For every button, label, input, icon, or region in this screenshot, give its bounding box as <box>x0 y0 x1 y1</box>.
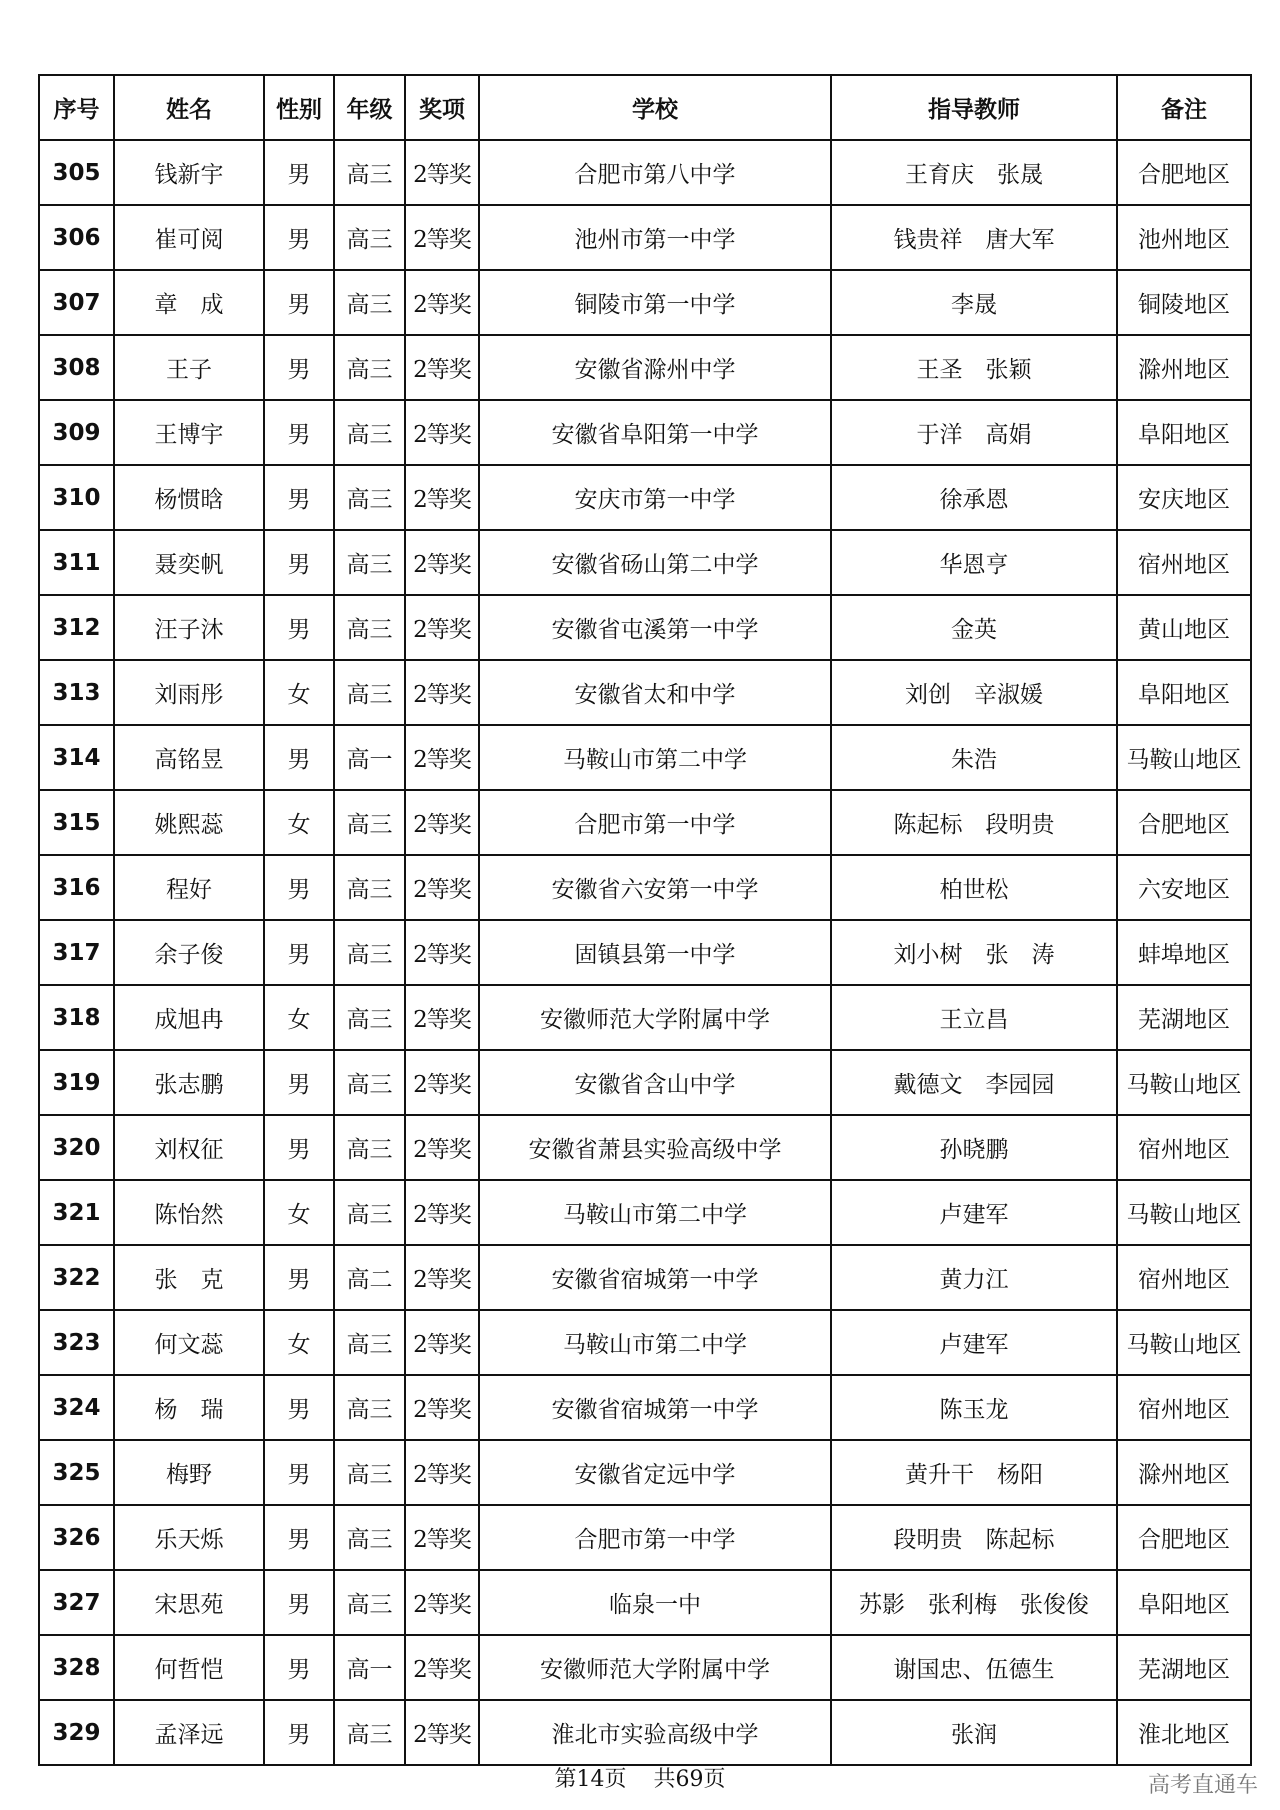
cell-region: 蚌埠地区 <box>1117 920 1251 985</box>
cell-teacher: 王圣 张颖 <box>831 335 1117 400</box>
cell-award: 2等奖 <box>405 985 479 1050</box>
table-row <box>39 985 1251 1050</box>
table-row <box>39 1375 1251 1440</box>
cell-gender: 男 <box>264 595 334 660</box>
cell-seq: 322 <box>39 1245 114 1310</box>
cell-school: 安徽师范大学附属中学 <box>479 1635 831 1700</box>
table-row <box>39 205 1251 270</box>
cell-region: 宿州地区 <box>1117 1115 1251 1180</box>
cell-region: 马鞍山地区 <box>1117 725 1251 790</box>
cell-award: 2等奖 <box>405 1050 479 1115</box>
cell-grade: 高三 <box>334 1570 405 1635</box>
cell-name: 杨 瑞 <box>114 1375 264 1440</box>
cell-grade: 高三 <box>334 1375 405 1440</box>
cell-seq: 320 <box>39 1115 114 1180</box>
cell-teacher: 卢建军 <box>831 1180 1117 1245</box>
cell-region: 池州地区 <box>1117 205 1251 270</box>
cell-region: 芜湖地区 <box>1117 1635 1251 1700</box>
award-table <box>38 74 1252 1766</box>
cell-teacher: 金英 <box>831 595 1117 660</box>
cell-teacher: 徐承恩 <box>831 465 1117 530</box>
cell-grade: 高三 <box>334 1700 405 1765</box>
table-row <box>39 1310 1251 1375</box>
table-row <box>39 1570 1251 1635</box>
cell-award: 2等奖 <box>405 1310 479 1375</box>
cell-name: 姚熙蕊 <box>114 790 264 855</box>
cell-teacher: 卢建军 <box>831 1310 1117 1375</box>
cell-gender: 女 <box>264 660 334 725</box>
cell-gender: 男 <box>264 400 334 465</box>
cell-region: 阜阳地区 <box>1117 1570 1251 1635</box>
cell-gender: 男 <box>264 335 334 400</box>
cell-grade: 高三 <box>334 270 405 335</box>
table-row <box>39 1635 1251 1700</box>
cell-seq: 319 <box>39 1050 114 1115</box>
cell-grade: 高三 <box>334 1505 405 1570</box>
cell-seq: 327 <box>39 1570 114 1635</box>
cell-name: 成旭冉 <box>114 985 264 1050</box>
cell-award: 2等奖 <box>405 1635 479 1700</box>
cell-seq: 313 <box>39 660 114 725</box>
cell-gender: 男 <box>264 270 334 335</box>
table-row <box>39 855 1251 920</box>
cell-grade: 高三 <box>334 140 405 205</box>
cell-seq: 312 <box>39 595 114 660</box>
cell-school: 合肥市第一中学 <box>479 1505 831 1570</box>
cell-region: 芜湖地区 <box>1117 985 1251 1050</box>
column-header-grade: 年级 <box>334 75 405 140</box>
cell-name: 何文蕊 <box>114 1310 264 1375</box>
cell-gender: 男 <box>264 1505 334 1570</box>
cell-gender: 男 <box>264 1245 334 1310</box>
cell-grade: 高三 <box>334 1115 405 1180</box>
cell-region: 铜陵地区 <box>1117 270 1251 335</box>
cell-gender: 男 <box>264 920 334 985</box>
table-row <box>39 1245 1251 1310</box>
cell-seq: 323 <box>39 1310 114 1375</box>
cell-region: 马鞍山地区 <box>1117 1310 1251 1375</box>
cell-region: 宿州地区 <box>1117 530 1251 595</box>
table-row <box>39 1180 1251 1245</box>
cell-grade: 高三 <box>334 1440 405 1505</box>
cell-teacher: 朱浩 <box>831 725 1117 790</box>
cell-seq: 315 <box>39 790 114 855</box>
cell-teacher: 谢国忠、伍德生 <box>831 1635 1117 1700</box>
cell-teacher: 孙晓鹏 <box>831 1115 1117 1180</box>
cell-grade: 高三 <box>334 1180 405 1245</box>
cell-award: 2等奖 <box>405 1570 479 1635</box>
cell-teacher: 陈玉龙 <box>831 1375 1117 1440</box>
cell-name: 宋思苑 <box>114 1570 264 1635</box>
cell-grade: 高三 <box>334 985 405 1050</box>
cell-award: 2等奖 <box>405 660 479 725</box>
cell-school: 安徽省六安第一中学 <box>479 855 831 920</box>
cell-school: 马鞍山市第二中学 <box>479 1180 831 1245</box>
cell-name: 张志鹏 <box>114 1050 264 1115</box>
cell-name: 高铭昱 <box>114 725 264 790</box>
cell-school: 安徽省宿城第一中学 <box>479 1245 831 1310</box>
cell-school: 淮北市实验高级中学 <box>479 1700 831 1765</box>
cell-gender: 男 <box>264 855 334 920</box>
cell-school: 马鞍山市第二中学 <box>479 725 831 790</box>
cell-region: 六安地区 <box>1117 855 1251 920</box>
cell-teacher: 刘小树 张 涛 <box>831 920 1117 985</box>
cell-seq: 306 <box>39 205 114 270</box>
cell-award: 2等奖 <box>405 1115 479 1180</box>
cell-gender: 男 <box>264 1115 334 1180</box>
cell-grade: 高三 <box>334 465 405 530</box>
cell-teacher: 段明贵 陈起标 <box>831 1505 1117 1570</box>
cell-name: 汪子沐 <box>114 595 264 660</box>
cell-grade: 高三 <box>334 660 405 725</box>
cell-school: 安徽省含山中学 <box>479 1050 831 1115</box>
cell-grade: 高三 <box>334 920 405 985</box>
cell-seq: 324 <box>39 1375 114 1440</box>
cell-teacher: 于洋 高娟 <box>831 400 1117 465</box>
table-row <box>39 1115 1251 1180</box>
cell-name: 程好 <box>114 855 264 920</box>
table-body <box>39 140 1251 1765</box>
cell-name: 何哲恺 <box>114 1635 264 1700</box>
column-header-region: 备注 <box>1117 75 1251 140</box>
cell-name: 王博宇 <box>114 400 264 465</box>
cell-teacher: 苏影 张利梅 张俊俊 <box>831 1570 1117 1635</box>
table-row <box>39 660 1251 725</box>
cell-gender: 男 <box>264 530 334 595</box>
cell-award: 2等奖 <box>405 1505 479 1570</box>
cell-award: 2等奖 <box>405 920 479 985</box>
cell-grade: 高三 <box>334 1310 405 1375</box>
cell-gender: 男 <box>264 140 334 205</box>
cell-region: 阜阳地区 <box>1117 400 1251 465</box>
cell-award: 2等奖 <box>405 1440 479 1505</box>
table-row <box>39 400 1251 465</box>
cell-gender: 男 <box>264 465 334 530</box>
cell-name: 张 克 <box>114 1245 264 1310</box>
cell-grade: 高三 <box>334 855 405 920</box>
cell-award: 2等奖 <box>405 335 479 400</box>
cell-award: 2等奖 <box>405 1700 479 1765</box>
cell-school: 临泉一中 <box>479 1570 831 1635</box>
cell-gender: 女 <box>264 790 334 855</box>
cell-school: 安徽省宿城第一中学 <box>479 1375 831 1440</box>
cell-seq: 325 <box>39 1440 114 1505</box>
cell-award: 2等奖 <box>405 465 479 530</box>
cell-seq: 321 <box>39 1180 114 1245</box>
cell-region: 淮北地区 <box>1117 1700 1251 1765</box>
page-total: 共69页 <box>653 1767 726 1792</box>
cell-school: 马鞍山市第二中学 <box>479 1310 831 1375</box>
cell-region: 合肥地区 <box>1117 790 1251 855</box>
cell-seq: 317 <box>39 920 114 985</box>
cell-grade: 高一 <box>334 1635 405 1700</box>
cell-teacher: 戴德文 李园园 <box>831 1050 1117 1115</box>
cell-region: 马鞍山地区 <box>1117 1050 1251 1115</box>
cell-seq: 318 <box>39 985 114 1050</box>
cell-name: 孟泽远 <box>114 1700 264 1765</box>
column-header-name: 姓名 <box>114 75 264 140</box>
cell-name: 崔可阅 <box>114 205 264 270</box>
cell-seq: 328 <box>39 1635 114 1700</box>
cell-name: 乐天烁 <box>114 1505 264 1570</box>
cell-name: 陈怡然 <box>114 1180 264 1245</box>
cell-seq: 329 <box>39 1700 114 1765</box>
cell-region: 马鞍山地区 <box>1117 1180 1251 1245</box>
cell-name: 章 成 <box>114 270 264 335</box>
cell-school: 安徽师范大学附属中学 <box>479 985 831 1050</box>
table-row <box>39 790 1251 855</box>
cell-gender: 女 <box>264 1310 334 1375</box>
cell-grade: 高三 <box>334 1050 405 1115</box>
cell-grade: 高三 <box>334 595 405 660</box>
cell-name: 杨惯晗 <box>114 465 264 530</box>
table-row <box>39 1440 1251 1505</box>
cell-seq: 308 <box>39 335 114 400</box>
cell-award: 2等奖 <box>405 725 479 790</box>
table-row <box>39 595 1251 660</box>
cell-teacher: 王育庆 张晟 <box>831 140 1117 205</box>
cell-grade: 高三 <box>334 205 405 270</box>
column-header-award: 奖项 <box>405 75 479 140</box>
cell-region: 黄山地区 <box>1117 595 1251 660</box>
cell-award: 2等奖 <box>405 400 479 465</box>
cell-grade: 高二 <box>334 1245 405 1310</box>
cell-seq: 311 <box>39 530 114 595</box>
cell-teacher: 华恩亨 <box>831 530 1117 595</box>
column-header-teacher: 指导教师 <box>831 75 1117 140</box>
cell-teacher: 陈起标 段明贵 <box>831 790 1117 855</box>
table-row <box>39 270 1251 335</box>
cell-seq: 316 <box>39 855 114 920</box>
cell-grade: 高三 <box>334 530 405 595</box>
cell-award: 2等奖 <box>405 270 479 335</box>
page-number: 第14页 <box>554 1767 627 1792</box>
cell-gender: 男 <box>264 205 334 270</box>
cell-teacher: 刘创 辛淑媛 <box>831 660 1117 725</box>
cell-gender: 男 <box>264 1570 334 1635</box>
cell-region: 宿州地区 <box>1117 1245 1251 1310</box>
cell-grade: 高三 <box>334 790 405 855</box>
table-row <box>39 920 1251 985</box>
cell-name: 刘雨彤 <box>114 660 264 725</box>
cell-seq: 314 <box>39 725 114 790</box>
cell-seq: 309 <box>39 400 114 465</box>
cell-grade: 高三 <box>334 400 405 465</box>
cell-school: 固镇县第一中学 <box>479 920 831 985</box>
cell-school: 安徽省阜阳第一中学 <box>479 400 831 465</box>
cell-school: 合肥市第八中学 <box>479 140 831 205</box>
cell-name: 钱新宇 <box>114 140 264 205</box>
cell-gender: 女 <box>264 1180 334 1245</box>
cell-region: 滁州地区 <box>1117 1440 1251 1505</box>
cell-school: 合肥市第一中学 <box>479 790 831 855</box>
cell-award: 2等奖 <box>405 790 479 855</box>
cell-name: 梅野 <box>114 1440 264 1505</box>
page-footer <box>0 1762 1280 1793</box>
cell-award: 2等奖 <box>405 530 479 595</box>
cell-teacher: 黄升干 杨阳 <box>831 1440 1117 1505</box>
cell-school: 池州市第一中学 <box>479 205 831 270</box>
cell-region: 滁州地区 <box>1117 335 1251 400</box>
cell-gender: 男 <box>264 1440 334 1505</box>
table-row <box>39 335 1251 400</box>
cell-region: 合肥地区 <box>1117 140 1251 205</box>
cell-gender: 男 <box>264 1700 334 1765</box>
cell-seq: 305 <box>39 140 114 205</box>
cell-school: 铜陵市第一中学 <box>479 270 831 335</box>
cell-gender: 女 <box>264 985 334 1050</box>
cell-teacher: 柏世松 <box>831 855 1117 920</box>
cell-gender: 男 <box>264 1050 334 1115</box>
table-row <box>39 530 1251 595</box>
column-header-seq: 序号 <box>39 75 114 140</box>
cell-region: 阜阳地区 <box>1117 660 1251 725</box>
cell-award: 2等奖 <box>405 1180 479 1245</box>
watermark-text: 高考直通车 <box>1147 1773 1258 1798</box>
cell-name: 王子 <box>114 335 264 400</box>
cell-gender: 男 <box>264 725 334 790</box>
cell-teacher: 张润 <box>831 1700 1117 1765</box>
table-row <box>39 1700 1251 1765</box>
column-header-school: 学校 <box>479 75 831 140</box>
cell-award: 2等奖 <box>405 205 479 270</box>
cell-teacher: 李晟 <box>831 270 1117 335</box>
column-header-gender: 性别 <box>264 75 334 140</box>
table-row <box>39 1050 1251 1115</box>
cell-school: 安庆市第一中学 <box>479 465 831 530</box>
cell-teacher: 王立昌 <box>831 985 1117 1050</box>
cell-region: 合肥地区 <box>1117 1505 1251 1570</box>
cell-name: 余子俊 <box>114 920 264 985</box>
header-row <box>39 75 1251 140</box>
cell-region: 宿州地区 <box>1117 1375 1251 1440</box>
cell-name: 刘权征 <box>114 1115 264 1180</box>
cell-grade: 高三 <box>334 335 405 400</box>
table-row <box>39 140 1251 205</box>
cell-award: 2等奖 <box>405 1245 479 1310</box>
cell-gender: 男 <box>264 1635 334 1700</box>
cell-teacher: 钱贵祥 唐大军 <box>831 205 1117 270</box>
cell-school: 安徽省砀山第二中学 <box>479 530 831 595</box>
table-row <box>39 1505 1251 1570</box>
cell-gender: 男 <box>264 1375 334 1440</box>
cell-seq: 326 <box>39 1505 114 1570</box>
table-row <box>39 725 1251 790</box>
cell-award: 2等奖 <box>405 140 479 205</box>
cell-grade: 高一 <box>334 725 405 790</box>
cell-name: 聂奕帆 <box>114 530 264 595</box>
cell-teacher: 黄力江 <box>831 1245 1117 1310</box>
cell-school: 安徽省萧县实验高级中学 <box>479 1115 831 1180</box>
cell-region: 安庆地区 <box>1117 465 1251 530</box>
cell-school: 安徽省屯溪第一中学 <box>479 595 831 660</box>
cell-seq: 310 <box>39 465 114 530</box>
cell-school: 安徽省定远中学 <box>479 1440 831 1505</box>
cell-award: 2等奖 <box>405 595 479 660</box>
cell-seq: 307 <box>39 270 114 335</box>
cell-award: 2等奖 <box>405 855 479 920</box>
table-row <box>39 465 1251 530</box>
cell-award: 2等奖 <box>405 1375 479 1440</box>
cell-school: 安徽省太和中学 <box>479 660 831 725</box>
cell-school: 安徽省滁州中学 <box>479 335 831 400</box>
